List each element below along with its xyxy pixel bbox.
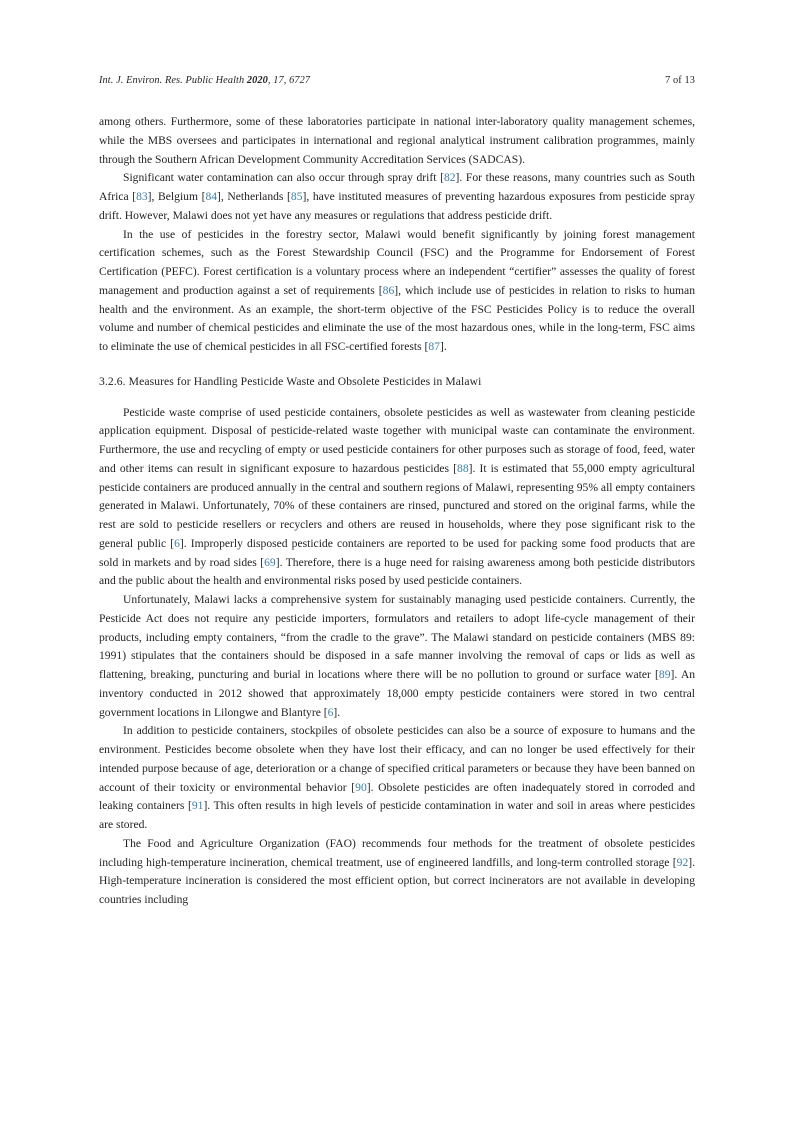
paragraph-5-text-part-1: Unfortunately, Malawi lacks a comprehensive system for sustainably managing used pesticide containers. Currently, the Pesticide Act does not require any pesticide importers, formulators and retailers to adopt life-cycle management of their products, including empty containers, “from the cradle to the grave”. The Malawi standard on pesticide containers (MBS 89: 1991) stipulates that the containers should be disposed in a safe manner involving the removal of caps or lids as well as flattening, breaking, puncturing and burial in locations where there will be no pollution to ground or surface water [: [99, 593, 695, 681]
citation-86[interactable]: 86: [382, 283, 395, 297]
journal-volume-article: , 17, 6727: [267, 75, 311, 86]
citation-84[interactable]: 84: [205, 190, 218, 203]
heading-spacer-top: [99, 357, 695, 373]
paragraph-5-text-part-2: ]. An inventory conducted in 2012 showed that approximately 18,000 empty pesticide containers were stored in two central government locations in Lilongwe and Blantyre [: [99, 668, 695, 719]
running-head-journal-citation: [99, 74, 310, 87]
paragraph-7-text-part-2: ]. High-temperature incineration is considered the most efficient option, but correct incinerators are not available in developing countries including: [99, 855, 695, 906]
paragraph-3-text-part-1: In the use of pesticides in the forestry sector, Malawi would benefit significantly by joining forest management certification schemes, such as the Forest Stewardship Council (FSC) and the Programme for Endorsement of Forest Certification (PEFC). Forest certification is a voluntary process where an independent “certifier” assesses the quality of forest management and production against a set of requirements [: [99, 227, 695, 297]
citation-91[interactable]: 91: [191, 799, 204, 813]
citation-89[interactable]: 89: [658, 668, 671, 681]
paragraph-2-text-part-3: ], Belgium [: [147, 190, 206, 203]
citation-69[interactable]: 69: [264, 555, 276, 569]
citation-6-second[interactable]: 6: [327, 705, 334, 719]
citation-83[interactable]: 83: [136, 190, 148, 203]
paragraph-4-text-part-1: Pesticide waste comprise of used pesticide containers, obsolete pesticides as well as wastewater from cleaning pesticide application equipment. Disposal of pesticide-related waste together with municipal waste can contaminate the environment. Furthermore, the use and recycling of empty or used pesticide containers for other purposes such as storage of food, feed, water and other items can result in significant exposure to hazardous pesticides [: [99, 405, 695, 475]
paragraph-5-text-part-3: ].: [333, 705, 341, 719]
journal-year: 2020: [246, 75, 268, 86]
paragraph-forestry-certification: [99, 226, 695, 357]
running-head: [99, 74, 695, 87]
paragraph-fao-treatment-methods: [99, 835, 695, 910]
paragraph-2-text-part-2: ]. For these reasons, many countries such as South Africa [: [99, 171, 695, 203]
paragraph-7-text-part-1: The Food and Agriculture Organization (FAO) recommends four methods for the treatment of obsolete pesticides including high-temperature incineration, chemical treatment, use of engineered landfills, and long-term controlled storage [: [99, 836, 695, 869]
paragraph-3-text-part-3: ].: [439, 340, 447, 353]
paragraph-3-text-part-2: ], which include use of pesticides in relation to risks to human health and the environment. As an example, the short-term objective of the FSC Pesticides Policy is to reduce the overall volume and number of chemical pesticides and eliminate the use of the most hazardous ones, while in the long-term, FSC aims to eliminate the use of chemical pesticides in all FSC-certified forests [: [99, 283, 695, 353]
citation-85[interactable]: 85: [290, 190, 303, 203]
paragraph-4-text-part-4: ]. Therefore, there is a huge need for raising awareness among both pesticide distributors and the public about the health and environmental risks posed by used pesticide containers.: [99, 555, 695, 588]
paragraph-6-text-part-3: ]. This often results in high levels of pesticide contamination in water and soil in areas where pesticides are stored.: [99, 799, 695, 831]
paragraph-4-text-part-2: ]. It is estimated that 55,000 empty agricultural pesticide containers are produced annually in the central and southern regions of Malawi, representing 95% all empty containers generated in Malawi. Unfortunately, 70% of these containers are rinsed, punctured and stored on the original farms, while the rest are sold to pesticide resellers or recyclers and others are reused in households, where they pose significant risk to the general public [: [99, 461, 696, 550]
heading-spacer-bottom: [99, 392, 695, 404]
paragraph-1-text: among others. Furthermore, some of these laboratories participate in national inter-laboratory quality management schemes, while the MBS oversees and participates in international and regional analytical instrument calibration programmes, mainly through the Southern African Development Community Accreditation Services (SADCAS).: [99, 115, 695, 166]
paragraph-pesticide-waste: [99, 404, 695, 592]
paragraph-2-text-part-4: ], Netherlands [: [217, 190, 291, 203]
paragraph-2-text-part-1: Significant water contamination can also occur through spray drift [: [123, 171, 444, 185]
citation-6-first[interactable]: 6: [174, 536, 180, 550]
paragraph-6-text-part-2: ]. Obsolete pesticides are often inadequately stored in corroded and leaking containers [: [99, 780, 695, 813]
paragraph-spray-drift: [99, 169, 695, 225]
paragraph-2-text-part-5: ], have instituted measures of preventing hazardous exposures from pesticide spray drift. However, Malawi does not yet have any measures or regulations that address pesticide drift.: [99, 190, 695, 222]
page-content: [99, 113, 695, 910]
citation-92[interactable]: 92: [676, 855, 689, 869]
paragraph-4-text-part-3: ]. Improperly disposed pesticide containers are reported to be used for packing some food products that are sold in markets and by road sides [: [99, 536, 695, 569]
page-indicator: 7 of 13: [665, 75, 695, 86]
journal-name: Int. J. Environ. Res. Public Health: [99, 75, 247, 86]
citation-82[interactable]: 82: [443, 171, 456, 185]
citation-90[interactable]: 90: [355, 780, 367, 794]
paragraph-container-management: [99, 591, 695, 722]
citation-88[interactable]: 88: [457, 461, 469, 475]
paragraph-continued: [99, 113, 695, 169]
citation-87[interactable]: 87: [428, 340, 440, 353]
section-heading-3-2-6: 3.2.6. Measures for Handling Pesticide Waste and Obsolete Pesticides in Malawi: [99, 374, 482, 388]
paragraph-6-text-part-1: In addition to pesticide containers, stockpiles of obsolete pesticides can also be a source of exposure to humans and the environment. Pesticides become obsolete when they have lost their efficacy, and can no longer be used effectively for their intended purpose because of age, deterioration or a change of specified critical parameters or because they have been banned on account of their toxicity or environmental behavior [: [99, 724, 695, 794]
paragraph-obsolete-pesticides: [99, 722, 695, 835]
